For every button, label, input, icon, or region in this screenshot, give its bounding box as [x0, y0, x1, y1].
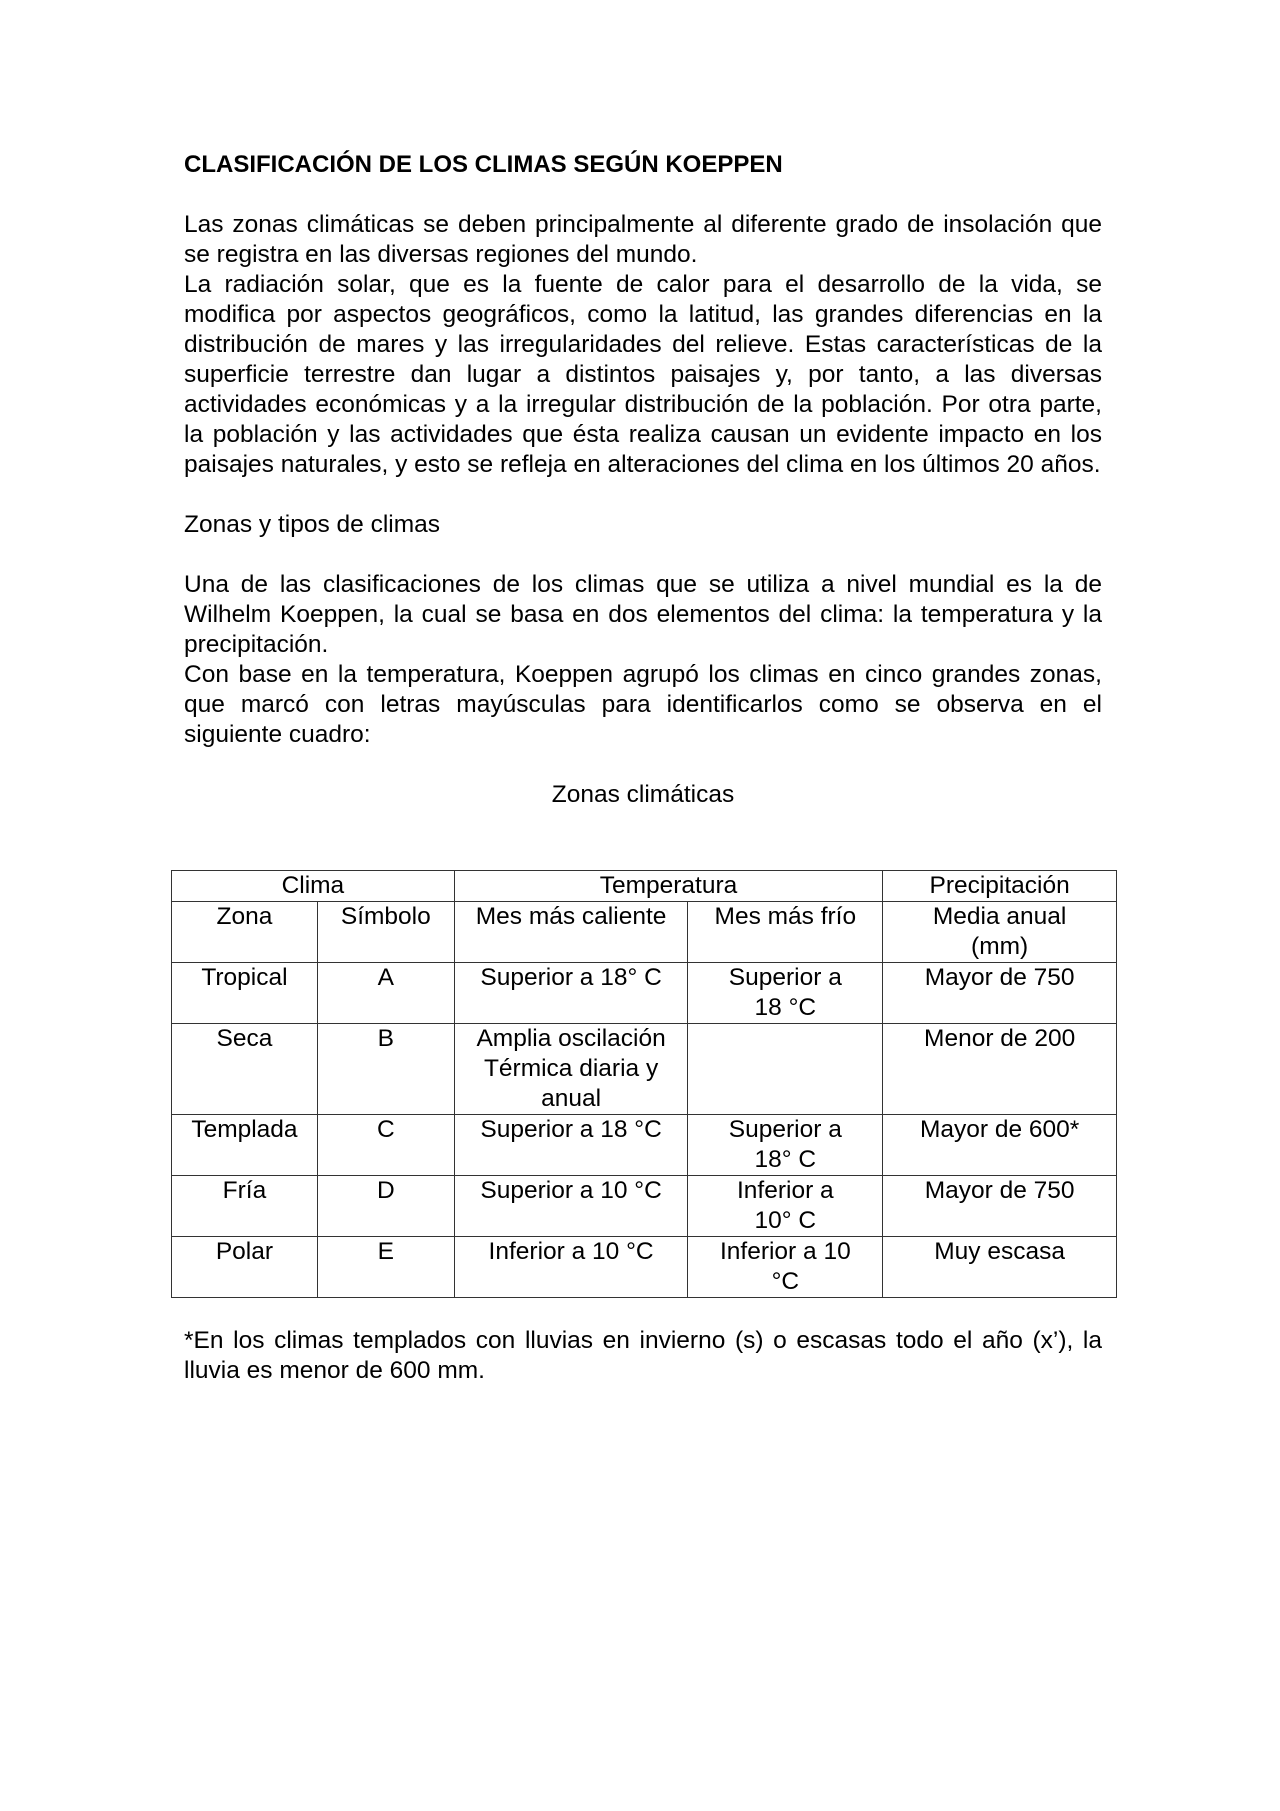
climate-table — [171, 870, 1117, 1298]
table-group-header-row — [172, 871, 1117, 902]
cell-caliente: Superior a 10 °C — [454, 1176, 688, 1237]
cell-caliente: Inferior a 10 °C — [454, 1237, 688, 1298]
cell-simbolo: E — [317, 1237, 454, 1298]
paragraph-koeppen: Una de las clasificaciones de los climas que se utiliza a nivel mundial es la de Wilhelm Koeppen, la cual se basa en dos elementos del clima: la temperatura y la precipitación. — [184, 571, 1102, 658]
table-row — [172, 963, 1117, 1024]
cell-simbolo: C — [317, 1115, 454, 1176]
header-simbolo: Símbolo — [317, 902, 454, 963]
cell-zona: Templada — [172, 1115, 318, 1176]
table-header-row — [172, 902, 1117, 963]
paragraph-zones: Con base en la temperatura, Koeppen agrupó los climas en cinco grandes zonas, que marcó con letras mayúsculas para identificarlos como se observa en el siguiente cuadro: — [184, 661, 1102, 748]
table-caption: Zonas climáticas — [551, 781, 735, 808]
header-precipitacion: Precipitación — [883, 871, 1117, 902]
header-clima: Clima — [172, 871, 455, 902]
footnote: *En los climas templados con lluvias en invierno (s) o escasas todo el año (x’), la lluvia es menor de 600 mm. — [184, 1327, 1102, 1384]
cell-zona: Tropical — [172, 963, 318, 1024]
cell-precip: Mayor de 750 — [883, 1176, 1117, 1237]
cell-zona: Fría — [172, 1176, 318, 1237]
table-row — [172, 1176, 1117, 1237]
header-temperatura: Temperatura — [454, 871, 883, 902]
cell-simbolo: B — [317, 1024, 454, 1115]
cell-precip: Menor de 200 — [883, 1024, 1117, 1115]
table-row — [172, 1024, 1117, 1115]
cell-caliente: Superior a 18° C — [454, 963, 688, 1024]
document-body — [184, 150, 1102, 810]
table-row — [172, 1115, 1117, 1176]
cell-caliente: Superior a 18 °C — [454, 1115, 688, 1176]
header-zona: Zona — [172, 902, 318, 963]
cell-frio: Inferior a 10 °C — [688, 1237, 883, 1298]
page-title: CLASIFICACIÓN DE LOS CLIMAS SEGÚN KOEPPEN — [184, 151, 783, 178]
header-mes-frio: Mes más frío — [688, 902, 883, 963]
paragraph-radiation: La radiación solar, que es la fuente de calor para el desarrollo de la vida, se modifica por aspectos geográficos, como la latitud, las grandes diferencias en la distribución de mares y las irregularidades del relieve. Estas características de la superficie terrestre dan lugar a distintos paisajes y, por tanto, a las diversas actividades económicas y a la irregular distribución de la población. Por otra parte, la población y las actividades que ésta realiza causan un evidente impacto en los paisajes naturales, y esto se refleja en alteraciones del clima en los últimos 20 años. — [184, 271, 1102, 478]
cell-simbolo: D — [317, 1176, 454, 1237]
cell-zona: Polar — [172, 1237, 318, 1298]
table-row — [172, 1237, 1117, 1298]
paragraph-insolation: Las zonas climáticas se deben principalmente al diferente grado de insolación que se registra en las diversas regiones del mundo. — [184, 211, 1102, 268]
cell-frio — [688, 1024, 883, 1115]
cell-caliente: Amplia oscilación Térmica diaria y anual — [454, 1024, 688, 1115]
cell-precip: Mayor de 600* — [883, 1115, 1117, 1176]
cell-frio: Inferior a 10° C — [688, 1176, 883, 1237]
cell-simbolo: A — [317, 963, 454, 1024]
cell-precip: Mayor de 750 — [883, 963, 1117, 1024]
cell-frio: Superior a 18° C — [688, 1115, 883, 1176]
header-media-anual: Media anual (mm) — [883, 902, 1117, 963]
climate-table-container — [171, 870, 1117, 1298]
cell-precip: Muy escasa — [883, 1237, 1117, 1298]
header-mes-caliente: Mes más caliente — [454, 902, 688, 963]
cell-frio: Superior a 18 °C — [688, 963, 883, 1024]
cell-zona: Seca — [172, 1024, 318, 1115]
section-subtitle: Zonas y tipos de climas — [184, 511, 440, 538]
